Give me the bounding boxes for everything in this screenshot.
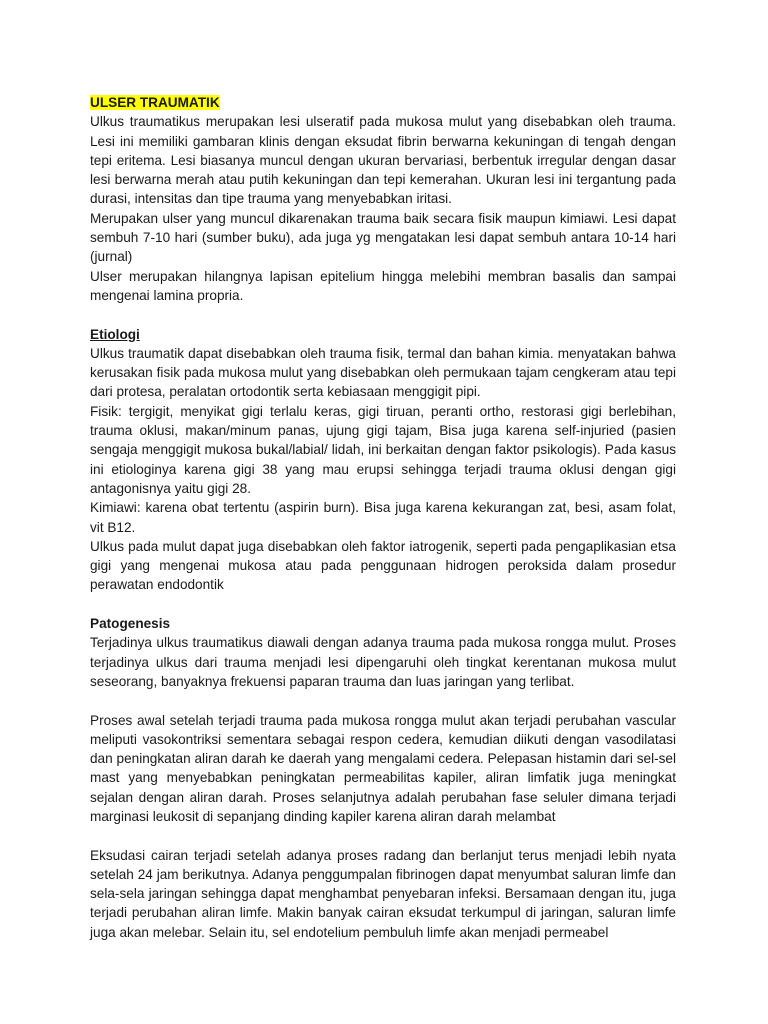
patogenesis-paragraph-1: Terjadinya ulkus traumatikus diawali dengan adanya trauma pada mukosa rongga mulut. Proses terjadinya ulkus dari trauma menjadi lesi dipengaruhi oleh tingkat kerentanan mukosa mulut seseorang, banyaknya frekuensi paparan trauma dan luas jaringan yang terlibat. (90, 635, 676, 689)
spacer (90, 305, 676, 324)
spacer (90, 826, 676, 845)
patogenesis-paragraph-3: Eksudasi cairan terjadi setelah adanya proses radang dan berlanjut terus menjadi lebih nyata setelah 24 jam berikutnya. Adanya penggumpalan fibrinogen dapat menyumbat saluran limfe dan sela-sela jaringan sehingga dapat menghambat penyebaran infeksi. Bersamaan dengan itu, juga terjadi perubahan aliran limfe. Makin banyak cairan eksudat terkumpul di jaringan, saluran limfe juga akan melebar. Selain itu, sel endotelium pembuluh limfe akan menjadi permeabel (90, 847, 676, 940)
patogenesis-paragraph-2: Proses awal setelah terjadi trauma pada mukosa rongga mulut akan terjadi perubahan vascular meliputi vasokontriksi sementara sebagai respon cedera, kemudian diikuti dengan vasodilatasi dan peningkatan aliran darah ke daerah yang mengalami cedera. Pelepasan histamin dari sel-sel mast yang menyebabkan peningkatan permeabilitas kapiler, aliran limfatik juga meningkat sejalan dengan aliran darah. Proses selanjutnya adalah perubahan fase seluler dimana terjadi marginasi leukosit di sepanjang dinding kapiler karena aliran darah melambat (90, 712, 676, 824)
etiologi-paragraph-2: Fisik: tergigit, menyikat gigi terlalu keras, gigi tiruan, peranti ortho, restorasi gigi berlebihan, trauma oklusi, makan/minum panas, ujung gigi tajam, Bisa juga karena self-injuried (pasien sengaja menggigit mukosa bukal/labial/ lidah, ini berkaitan dengan faktor psikologis). Pada kasus ini etiologinya karena gigi 38 yang mau erupsi sehingga terjadi trauma oklusi dengan gigi antagonisnya yaitu gigi 28. (90, 403, 676, 496)
spacer (90, 595, 676, 614)
etiologi-paragraph-3: Kimiawi: karena obat tertentu (aspirin burn). Bisa juga karena kekurangan zat, besi, asam folat, vit B12. (90, 500, 676, 535)
document-title: ULSER TRAUMATIK (90, 95, 220, 110)
etiologi-heading: Etiologi (90, 326, 140, 342)
intro-paragraph-2: Merupakan ulser yang muncul dikarenakan trauma baik secara fisik maupun kimiawi. Lesi dapat sembuh 7-10 hari (sumber buku), ada juga yg mengatakan lesi dapat sembuh antara 10-14 hari (jurnal) (90, 210, 676, 265)
spacer (90, 691, 676, 710)
etiologi-paragraph-1: Ulkus traumatik dapat disebabkan oleh trauma fisik, termal dan bahan kimia. menyatakan bahwa kerusakan fisik pada mukosa mulut yang disebabkan oleh permukaan tajam cengkeram atau tepi dari protesa, peralatan ortodontik serta kebiasaan menggigit pipi. (90, 345, 676, 400)
intro-paragraph-1: Ulkus traumatikus merupakan lesi ulseratif pada mukosa mulut yang disebabkan oleh trauma. Lesi ini memiliki gambaran klinis dengan eksudat fibrin berwarna kekuningan di tengah dengan tepi eritema. Lesi biasanya muncul dengan ukuran bervariasi, berbentuk irregular dengan dasar lesi berwarna merah atau putih kekuningan dan tepi kemerahan. Ukuran lesi ini tergantung pada durasi, intensitas dan tipe trauma yang menyebabkan iritasi. (90, 114, 676, 207)
patogenesis-heading: Patogenesis (90, 616, 171, 632)
title-line (90, 93, 676, 112)
document-page (90, 93, 676, 942)
etiologi-paragraph-4: Ulkus pada mulut dapat juga disebabkan oleh faktor iatrogenik, seperti pada pengaplikasian etsa gigi yang mengenai mukosa atau pada penggunaan hidrogen peroksida dalam prosedur perawatan endodontik (90, 538, 676, 593)
intro-paragraph-3: Ulser merupakan hilangnya lapisan epitelium hingga melebihi membran basalis dan sampai mengenai lamina propria. (90, 268, 676, 303)
